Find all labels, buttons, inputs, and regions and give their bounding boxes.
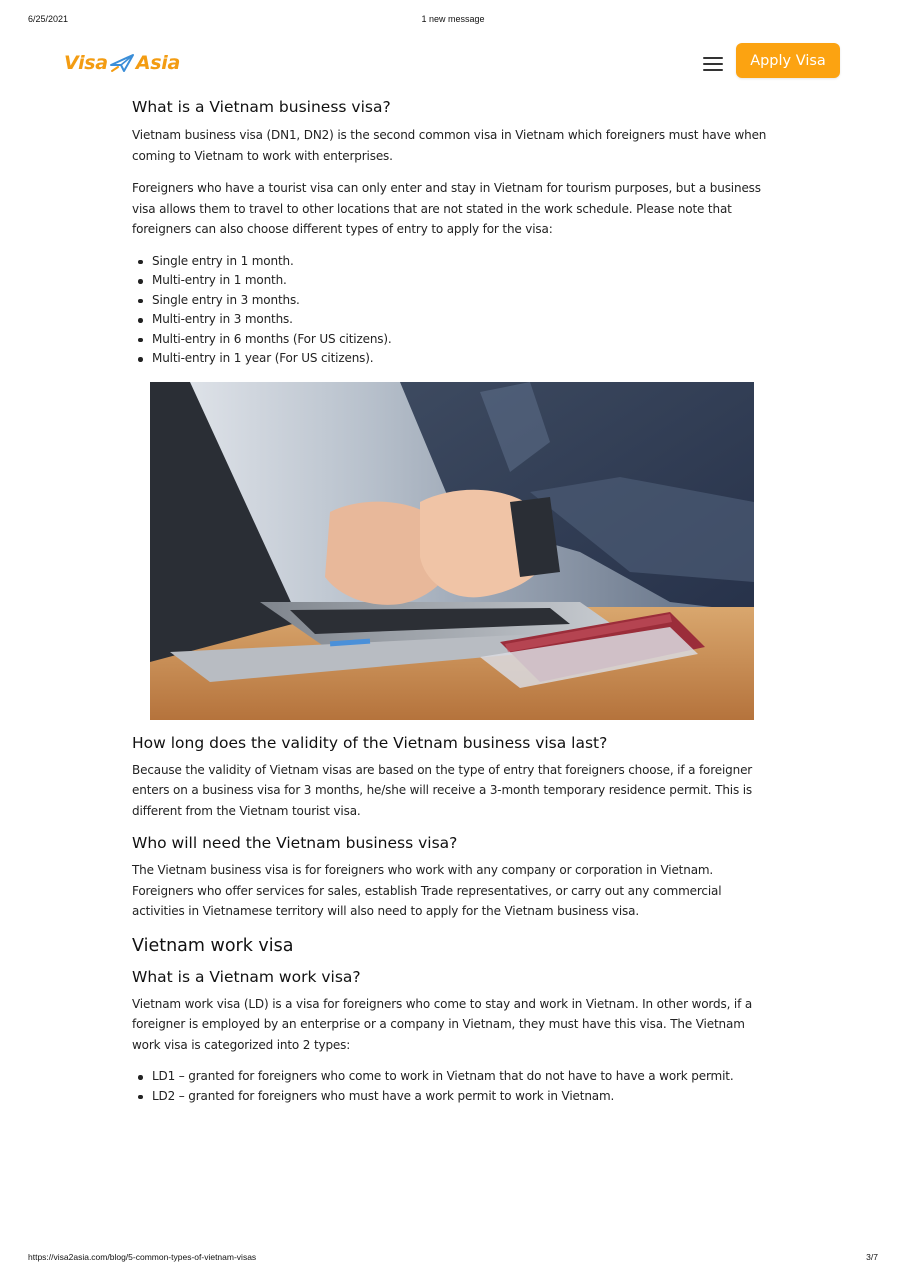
paragraph-work-visa: Vietnam work visa (LD) is a visa for foreigners who come to stay and work in Vietnam. In other words, if a foreigner is employed by an enterprise or a company in Vietnam, they must have this visa. The Vietnam work visa is categorized into 2 types:	[132, 996, 753, 1052]
paper-plane-icon	[109, 52, 135, 74]
list-item: Single entry in 3 months.	[132, 291, 776, 311]
list-item: Multi-entry in 1 month.	[132, 271, 776, 291]
business-laptop-photo	[150, 382, 754, 720]
site-header	[0, 40, 906, 86]
list-item: Multi-entry in 1 year (For US citizens).	[132, 349, 776, 369]
entry-types-list	[132, 252, 776, 369]
print-date: 6/25/2021	[28, 14, 69, 24]
apply-visa-button[interactable]: Apply Visa	[736, 43, 840, 78]
list-item: LD1 – granted for foreigners who come to work in Vietnam that do not have to have a work permit.	[132, 1067, 776, 1087]
print-page-number: 3/7	[866, 1252, 878, 1262]
heading-validity: How long does the validity of the Vietnam business visa last?	[132, 733, 608, 752]
hamburger-menu-icon[interactable]	[703, 54, 725, 72]
list-item: Multi-entry in 6 months (For US citizens).	[132, 330, 776, 350]
list-item: Multi-entry in 3 months.	[132, 310, 776, 330]
work-types-list	[132, 1067, 776, 1106]
print-title: 1 new message	[421, 14, 485, 24]
paragraph-validity: Because the validity of Vietnam visas are based on the type of entry that foreigners choose, if a foreigner enters on a business visa for 3 months, he/she will receive a 3-month temporary residence permit. This is different from the Vietnam tourist visa.	[132, 762, 753, 818]
logo-text-asia: Asia	[135, 52, 180, 74]
print-footer	[28, 1252, 878, 1264]
logo-text-visa: Visa	[64, 52, 108, 74]
print-url: https://visa2asia.com/blog/5-common-types-of-vietnam-visas	[28, 1252, 257, 1262]
list-item: Single entry in 1 month.	[132, 252, 776, 272]
article-content	[132, 96, 776, 1106]
paragraph-business-visa-intro: Vietnam business visa (DN1, DN2) is the second common visa in Vietnam which foreigners must have when coming to Vietnam to work with enterprises.	[132, 128, 767, 163]
print-header	[28, 14, 878, 28]
heading-work-visa-what: What is a Vietnam work visa?	[132, 967, 361, 986]
paragraph-business-visa-entry: Foreigners who have a tourist visa can only enter and stay in Vietnam for tourism purposes, but a business visa allows them to travel to other locations that are not stated in the work schedule. Please note that foreigners can also choose different types of entry to apply for the visa:	[132, 181, 761, 236]
heading-work-visa-section: Vietnam work visa	[132, 935, 294, 956]
paragraph-who-needs: The Vietnam business visa is for foreigners who work with any company or corporation in Vietnam. Foreigners who offer services for sales, establish Trade representatives, or carry out any commercial activities in Vietnamese territory will also need to apply for the Vietnam business visa.	[132, 863, 722, 918]
list-item: LD2 – granted for foreigners who must have a work permit to work in Vietnam.	[132, 1087, 776, 1107]
site-logo[interactable]	[64, 50, 180, 76]
heading-who-needs: Who will need the Vietnam business visa?	[132, 834, 458, 852]
heading-business-visa-what: What is a Vietnam business visa?	[132, 98, 391, 116]
